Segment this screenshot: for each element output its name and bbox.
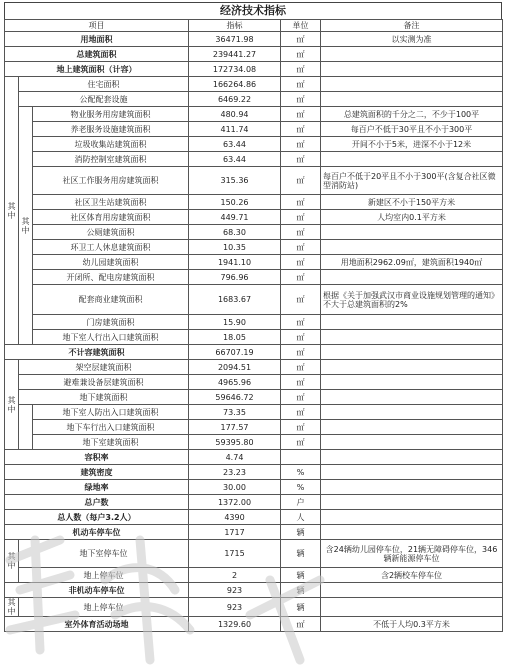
table-row xyxy=(5,195,503,210)
table-row xyxy=(5,92,503,107)
table-row xyxy=(5,525,503,540)
qizhong-label: 其中 xyxy=(19,107,33,345)
table-row xyxy=(5,617,503,632)
table-row xyxy=(5,270,503,285)
row-note xyxy=(321,375,503,390)
row-unit: ㎡ xyxy=(281,375,321,390)
row-note xyxy=(321,450,503,465)
row-unit: ㎡ xyxy=(281,360,321,375)
row-note xyxy=(321,92,503,107)
table-row xyxy=(5,540,503,568)
row-unit: ㎡ xyxy=(281,255,321,270)
row-value: 239441.27 xyxy=(189,47,281,62)
row-unit: 辆 xyxy=(281,583,321,598)
row-unit: 辆 xyxy=(281,568,321,583)
row-item: 绿地率 xyxy=(5,480,189,495)
row-value: 150.26 xyxy=(189,195,281,210)
row-value: 4.74 xyxy=(189,450,281,465)
table-row xyxy=(5,465,503,480)
row-item: 地下车行出入口建筑面积 xyxy=(33,420,189,435)
row-value: 923 xyxy=(189,583,281,598)
row-value: 4965.96 xyxy=(189,375,281,390)
row-value: 411.74 xyxy=(189,122,281,137)
table-row xyxy=(5,345,503,360)
row-note: 人均室内0.1平方米 xyxy=(321,210,503,225)
row-item: 地下室人防出入口建筑面积 xyxy=(33,405,189,420)
row-unit: ㎡ xyxy=(281,435,321,450)
row-value: 23.23 xyxy=(189,465,281,480)
table-row xyxy=(5,152,503,167)
row-value: 66707.19 xyxy=(189,345,281,360)
row-value: 6469.22 xyxy=(189,92,281,107)
table-row xyxy=(5,77,503,92)
table-row xyxy=(5,47,503,62)
row-note: 总建筑面积的千分之二，不少于100平 xyxy=(321,107,503,122)
row-value: 2 xyxy=(189,568,281,583)
row-item: 社区卫生站建筑面积 xyxy=(33,195,189,210)
row-unit: % xyxy=(281,465,321,480)
row-note xyxy=(321,225,503,240)
row-unit: ㎡ xyxy=(281,240,321,255)
row-note: 不低于人均0.3平方米 xyxy=(321,617,503,632)
row-item: 地上停车位 xyxy=(19,598,189,617)
row-note xyxy=(321,510,503,525)
table-row xyxy=(5,225,503,240)
row-item: 公厕建筑面积 xyxy=(33,225,189,240)
row-note xyxy=(321,270,503,285)
row-note: 开间不小于5米，进深不小于12米 xyxy=(321,137,503,152)
row-value: 63.44 xyxy=(189,137,281,152)
row-note: 根据《关于加强武汉市商业设施规划管理的通知》不大于总建筑面积的2% xyxy=(321,285,503,315)
table-row xyxy=(5,568,503,583)
row-item: 不计容建筑面积 xyxy=(5,345,189,360)
row-value: 1683.67 xyxy=(189,285,281,315)
row-unit: ㎡ xyxy=(281,62,321,77)
row-value: 73.35 xyxy=(189,405,281,420)
row-value: 15.90 xyxy=(189,315,281,330)
row-value: 59395.80 xyxy=(189,435,281,450)
row-item: 总人数（每户3.2人） xyxy=(5,510,189,525)
row-unit: ㎡ xyxy=(281,405,321,420)
row-item: 建筑密度 xyxy=(5,465,189,480)
row-value: 449.71 xyxy=(189,210,281,225)
row-item: 非机动车停车位 xyxy=(5,583,189,598)
table-row xyxy=(5,167,503,195)
row-note xyxy=(321,330,503,345)
row-unit: ㎡ xyxy=(281,270,321,285)
row-unit: ㎡ xyxy=(281,390,321,405)
table-row xyxy=(5,315,503,330)
row-item: 总建筑面积 xyxy=(5,47,189,62)
table-row xyxy=(5,583,503,598)
indicator-table xyxy=(4,19,503,632)
row-item: 社区体育用房建筑面积 xyxy=(33,210,189,225)
header-item: 项目 xyxy=(5,20,189,32)
table-row xyxy=(5,510,503,525)
table-row xyxy=(5,435,503,450)
row-value: 1372.00 xyxy=(189,495,281,510)
row-unit: 人 xyxy=(281,510,321,525)
row-value: 1715 xyxy=(189,540,281,568)
row-note xyxy=(321,525,503,540)
row-unit: ㎡ xyxy=(281,330,321,345)
qizhong-label: 其中 xyxy=(5,598,19,617)
row-value: 1941.10 xyxy=(189,255,281,270)
row-note xyxy=(321,420,503,435)
row-unit: ㎡ xyxy=(281,77,321,92)
table-row xyxy=(5,330,503,345)
qizhong-label: 其中 xyxy=(5,77,19,345)
row-item: 总户数 xyxy=(5,495,189,510)
row-unit: ㎡ xyxy=(281,47,321,62)
row-item: 避难兼设备层建筑面积 xyxy=(19,375,189,390)
table-row xyxy=(5,210,503,225)
header-note: 备注 xyxy=(321,20,503,32)
row-item: 开闭所、配电房建筑面积 xyxy=(33,270,189,285)
row-item: 配套商业建筑面积 xyxy=(33,285,189,315)
row-note xyxy=(321,77,503,92)
row-value: 10.35 xyxy=(189,240,281,255)
table-row xyxy=(5,32,503,47)
row-item: 地下室人行出入口建筑面积 xyxy=(33,330,189,345)
row-unit: ㎡ xyxy=(281,225,321,240)
row-note xyxy=(321,152,503,167)
row-item: 地下室停车位 xyxy=(19,540,189,568)
qizhong-label: 其中 xyxy=(5,540,19,583)
header-unit: 单位 xyxy=(281,20,321,32)
row-item: 地上建筑面积（计容） xyxy=(5,62,189,77)
row-item: 公配配套设施 xyxy=(19,92,189,107)
row-unit: ㎡ xyxy=(281,195,321,210)
row-unit: ㎡ xyxy=(281,92,321,107)
indicator-document xyxy=(4,2,502,632)
row-note xyxy=(321,47,503,62)
row-item: 架空层建筑面积 xyxy=(19,360,189,375)
row-item: 室外体育活动场地 xyxy=(5,617,189,632)
table-row xyxy=(5,390,503,405)
row-value: 68.30 xyxy=(189,225,281,240)
row-note: 含24辆幼儿园停车位，21辆无障碍停车位，346辆新能源停车位 xyxy=(321,540,503,568)
table-row xyxy=(5,420,503,435)
row-value: 177.57 xyxy=(189,420,281,435)
row-unit: ㎡ xyxy=(281,137,321,152)
row-item: 门房建筑面积 xyxy=(33,315,189,330)
table-row xyxy=(5,375,503,390)
row-unit: 辆 xyxy=(281,540,321,568)
qizhong-label: 其中 xyxy=(5,360,19,450)
table-row xyxy=(5,405,503,420)
row-value: 796.96 xyxy=(189,270,281,285)
sub-group-spacer xyxy=(19,405,33,450)
table-row xyxy=(5,480,503,495)
row-value: 30.00 xyxy=(189,480,281,495)
row-note xyxy=(321,240,503,255)
row-unit: ㎡ xyxy=(281,617,321,632)
row-item: 用地面积 xyxy=(5,32,189,47)
row-note xyxy=(321,405,503,420)
header-row xyxy=(5,20,503,32)
row-unit: ㎡ xyxy=(281,167,321,195)
row-unit: 辆 xyxy=(281,525,321,540)
row-unit: ㎡ xyxy=(281,107,321,122)
table-row xyxy=(5,62,503,77)
row-item: 地上停车位 xyxy=(19,568,189,583)
row-value: 18.05 xyxy=(189,330,281,345)
row-note xyxy=(321,345,503,360)
row-unit: ㎡ xyxy=(281,315,321,330)
row-item: 垃圾收集站建筑面积 xyxy=(33,137,189,152)
row-unit: ㎡ xyxy=(281,210,321,225)
row-value: 166264.86 xyxy=(189,77,281,92)
table-title: 经济技术指标 xyxy=(4,2,502,19)
table-row xyxy=(5,122,503,137)
row-note xyxy=(321,435,503,450)
table-row xyxy=(5,598,503,617)
table-row xyxy=(5,495,503,510)
row-note: 用地面积2962.09㎡，建筑面积1940㎡ xyxy=(321,255,503,270)
row-value: 315.36 xyxy=(189,167,281,195)
row-unit: ㎡ xyxy=(281,345,321,360)
row-unit: ㎡ xyxy=(281,420,321,435)
row-note: 以实测为准 xyxy=(321,32,503,47)
row-value: 480.94 xyxy=(189,107,281,122)
row-unit: 户 xyxy=(281,495,321,510)
row-value: 4390 xyxy=(189,510,281,525)
row-note: 每百户不低于20平且不小于300平(含复合社区微型消防站) xyxy=(321,167,503,195)
row-item: 机动车停车位 xyxy=(5,525,189,540)
row-item: 养老服务设施建筑面积 xyxy=(33,122,189,137)
row-unit: ㎡ xyxy=(281,32,321,47)
table-row xyxy=(5,137,503,152)
row-item: 住宅面积 xyxy=(19,77,189,92)
row-unit xyxy=(281,450,321,465)
row-note: 每百户不低于30平且不小于300平 xyxy=(321,122,503,137)
row-value: 1329.60 xyxy=(189,617,281,632)
row-note: 新建区不小于150平方米 xyxy=(321,195,503,210)
row-item: 环卫工人休息建筑面积 xyxy=(33,240,189,255)
row-value: 63.44 xyxy=(189,152,281,167)
table-row xyxy=(5,255,503,270)
table-row xyxy=(5,360,503,375)
row-item: 地下建筑面积 xyxy=(19,390,189,405)
row-value: 36471.98 xyxy=(189,32,281,47)
row-value: 2094.51 xyxy=(189,360,281,375)
row-note xyxy=(321,465,503,480)
table-row xyxy=(5,450,503,465)
row-item: 消防控制室建筑面积 xyxy=(33,152,189,167)
row-unit: ㎡ xyxy=(281,285,321,315)
table-row xyxy=(5,240,503,255)
row-value: 59646.72 xyxy=(189,390,281,405)
row-value: 172734.08 xyxy=(189,62,281,77)
row-item: 物业服务用房建筑面积 xyxy=(33,107,189,122)
row-note xyxy=(321,315,503,330)
row-item: 社区工作服务用房建筑面积 xyxy=(33,167,189,195)
row-item: 地下室建筑面积 xyxy=(33,435,189,450)
row-item: 幼儿园建筑面积 xyxy=(33,255,189,270)
header-value: 指标 xyxy=(189,20,281,32)
row-unit: ㎡ xyxy=(281,122,321,137)
row-note xyxy=(321,598,503,617)
row-note xyxy=(321,62,503,77)
row-note xyxy=(321,495,503,510)
row-unit: ㎡ xyxy=(281,152,321,167)
row-note xyxy=(321,480,503,495)
row-unit: 辆 xyxy=(281,598,321,617)
row-value: 923 xyxy=(189,598,281,617)
row-unit: % xyxy=(281,480,321,495)
row-item: 容积率 xyxy=(5,450,189,465)
table-row xyxy=(5,285,503,315)
row-note xyxy=(321,360,503,375)
row-value: 1717 xyxy=(189,525,281,540)
row-note xyxy=(321,583,503,598)
table-row xyxy=(5,107,503,122)
row-note: 含2辆校车停车位 xyxy=(321,568,503,583)
row-note xyxy=(321,390,503,405)
